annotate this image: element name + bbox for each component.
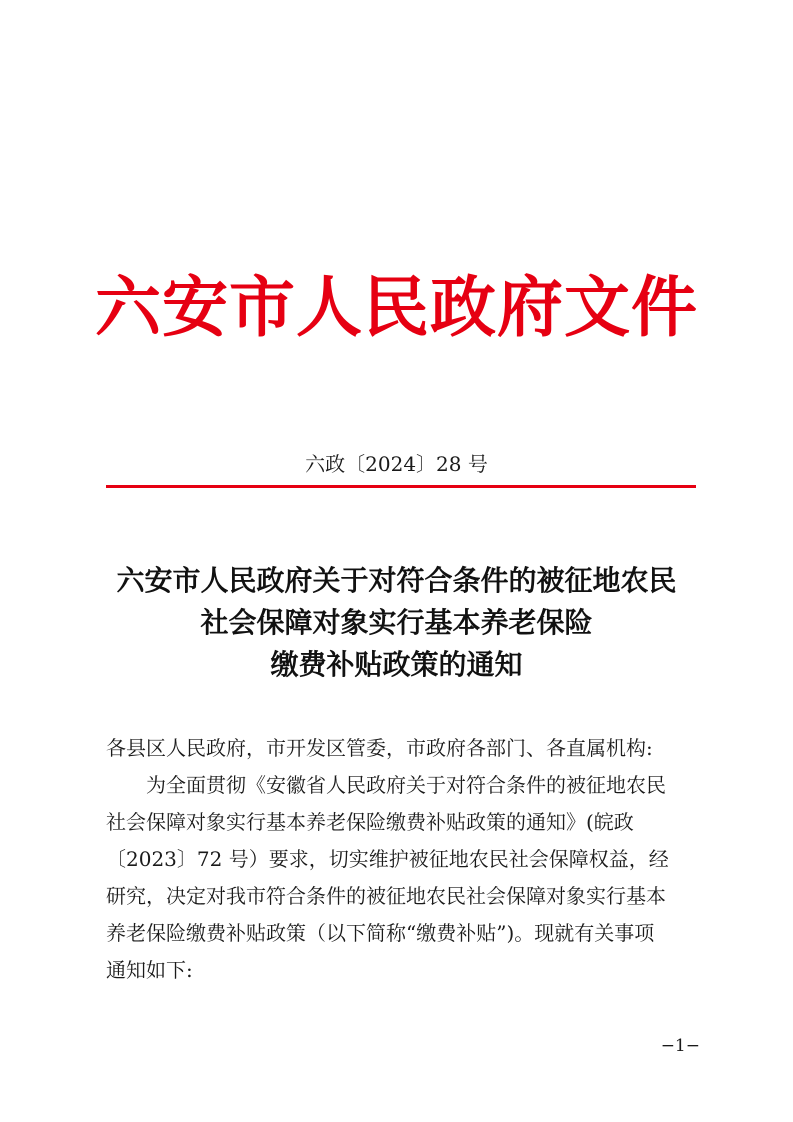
body-line: 通知如下:	[106, 958, 193, 982]
salutation-line: 各县区人民政府，市开发区管委，市政府各部门、各直属机构:	[106, 736, 653, 760]
masthead-title: 六安市人民政府文件	[95, 268, 698, 346]
title-line: 缴费补贴政策的通知	[270, 648, 523, 681]
document-title	[80, 560, 713, 686]
body-line: 社会保障对象实行基本养老保险缴费补贴政策的通知》(皖政	[106, 810, 634, 834]
body-line: 养老保险缴费补贴政策（以下简称“缴费补贴”)。现就有关事项	[106, 921, 655, 945]
title-line: 六安市人民政府关于对符合条件的被征地农民	[116, 564, 677, 597]
document-body	[106, 730, 698, 989]
red-divider-line	[106, 485, 696, 488]
page-number: −1−	[660, 1036, 700, 1056]
document-number: 六政〔2024〕28 号	[305, 452, 488, 476]
title-line: 社会保障对象实行基本养老保险	[200, 606, 593, 639]
body-line: 〔2023〕72 号）要求，切实维护被征地农民社会保障权益，经	[106, 847, 669, 871]
body-line: 研究，决定对我市符合条件的被征地农民社会保障对象实行基本	[106, 884, 666, 908]
body-line: 为全面贯彻《安徽省人民政府关于对符合条件的被征地农民	[146, 773, 666, 797]
